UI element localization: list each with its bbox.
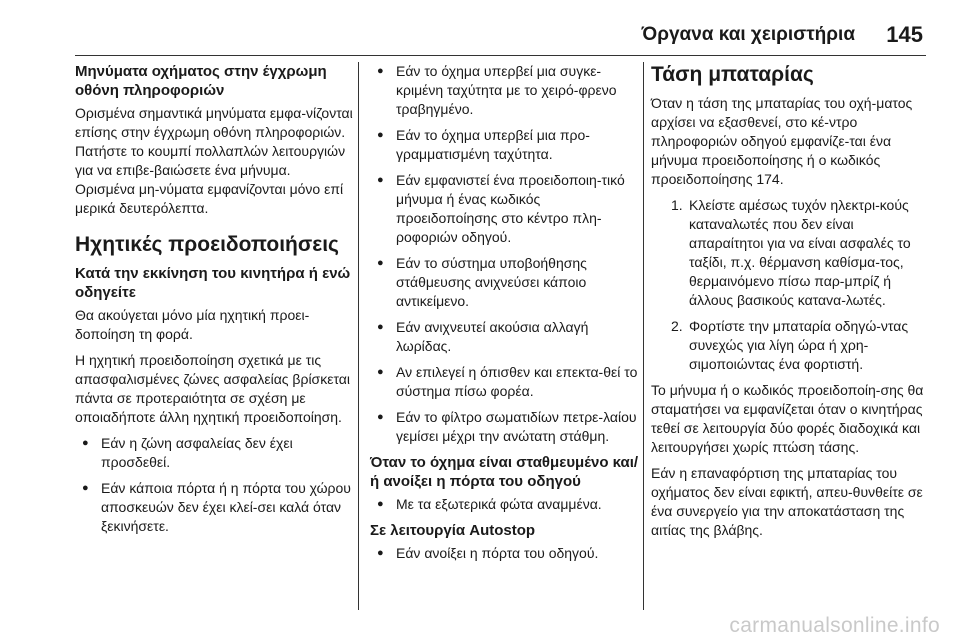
paragraph-workshop: Εάν η επαναφόρτιση της μπαταρίας του οχήματος δεν είναι εφικτή, απευ-θυνθείτε σε ένα συνεργείο για την αποκατάσταση της αιτίας της βλάβης. <box>651 465 923 538</box>
paragraph-message-disappears: Το μήνυμα ή ο κωδικός προειδοποίη-σης θα σταματήσει να εμφανίζεται όταν ο κινητήρας τεθεί σε λειτουργία δύο φορές διαδοχικά και λειτουργήσει χωρίς πτώση τάσης. <box>651 382 924 455</box>
bullet-list-driving <box>370 62 642 446</box>
paragraph-seatbelt-priority: Η ηχητική προειδοποίηση σχετικά με τις απασφαλισμένες ζώνες ασφαλείας βρίσκεται πάντα σε προτεραιότητα σε σχέση με οποιαδήποτε άλλη ηχητική προειδοποίηση. <box>75 352 350 425</box>
column-right <box>651 62 929 547</box>
page-number: 145 <box>886 22 923 47</box>
list-item: ● Εάν κάποια πόρτα ή η πόρτα του χώρου αποσκευών δεν έχει κλεί-σει καλά όταν ξεκινήσετε. <box>75 479 353 536</box>
page-header <box>0 0 960 52</box>
watermark: carmanualsonline.info <box>729 614 940 637</box>
heading-battery-voltage: Τάση μπαταρίας <box>651 63 814 86</box>
list-item: ● Εάν το όχημα υπερβεί μια συγκε-κριμένη ταχύτητα με το χειρό-φρενο τραβηγμένο. <box>370 62 642 119</box>
list-item: ● Με τα εξωτερικά φώτα αναμμένα. <box>370 495 642 514</box>
list-item: ● Εάν η ζώνη ασφαλείας δεν έχει προσδεθεί. <box>75 434 353 472</box>
list-item <box>651 317 929 374</box>
list-item: ● Εάν το φίλτρο σωματιδίων πετρε-λαίου γεμίσει μέχρι την ανώτατη στάθμη. <box>370 408 642 446</box>
list-item: ● Αν επιλεγεί η όπισθεν και επεκτα-θεί το σύστημα πίσω φορέα. <box>370 363 642 401</box>
bullet-list-start <box>75 434 353 536</box>
bullet-list-parked <box>370 495 642 514</box>
step-text: Κλείστε αμέσως τυχόν ηλεκτρι-κούς καταναλωτές που δεν είναι απαραίτητοι για να είναι ασφαλές το ταξίδι, π.χ. θέρμανση καθίσμα-τος, θερμαινόμενο πίσω παρ-μπρίζ ή άλλους βασικούς καταvα-λωτές. <box>689 197 911 308</box>
list-item: ● Εάν ανιχνευτεί ακούσια αλλαγή λωρίδας. <box>370 318 642 356</box>
list-item: ● Εάν ανοίξει η πόρτα του οδηγού. <box>370 544 642 563</box>
paragraph-vehicle-messages: Ορισμένα σημαντικά μηνύματα εμφα-νίζονται επίσης στην έγχρωμη οθόνη πληροφοριών. Πατήστε το κουμπί πολλαπλών λειτουργιών για να επιβε-βαιώσετε ένα μήνυμα. Ορισμένα μη-νύματα εμφανίζονται μόνο επί μερικά δευτερόλεπτα. <box>75 105 353 216</box>
heading-autostop: Σε λειτουργία Autostop <box>370 522 536 539</box>
column-divider-1 <box>358 62 359 610</box>
bullet-list-autostop <box>370 544 642 563</box>
list-item: ● Εάν το σύστημα υποβοήθησης στάθμευσης ανιχνεύσει κάποιο αντικείμενο. <box>370 254 642 311</box>
step-text: Φορτίστε την μπαταρία οδηγώ-ντας συνεχώς για λίγη ώρα ή χρη-σιμοποιώντας ένα φορτιστή. <box>689 318 909 372</box>
paragraph-one-warning: Θα ακούγεται μόνο μία ηχητική προει-δοποίηση τη φορά. <box>75 307 310 342</box>
column-left <box>75 62 353 543</box>
step-number: 2. <box>671 318 683 334</box>
step-number: 1. <box>671 197 683 213</box>
heading-vehicle-messages: Μηνύματα οχήματος στην έγχρωμη οθόνη πληροφοριών <box>75 63 327 99</box>
paragraph-battery-voltage: Όταν η τάση της μπαταρίας του οχή-ματος αρχίσει να εξασθενεί, στο κέ-ντρο πληροφοριών οδηγού εμφανίζε-ται ένα μήνυμα προειδοποίησης ή ο κωδικός προειδοποίησης 174. <box>651 95 913 187</box>
heading-audible-warnings: Ηχητικές προειδοποιήσεις <box>75 233 339 256</box>
column-middle <box>370 62 642 570</box>
page-title: Όργανα και χειριστήρια <box>641 24 855 45</box>
list-item <box>651 196 929 310</box>
numbered-list-steps <box>651 196 929 374</box>
header-divider <box>75 55 926 56</box>
list-item: ● Εάν εμφανιστεί ένα προειδοποιη-τικό μήνυμα ή ένας κωδικός προειδοποίησης στο κέντρο πλη-ροφοριών οδηγού. <box>370 171 642 247</box>
column-divider-2 <box>643 62 644 610</box>
heading-parked: Όταν το όχημα είναι σταθμευμένο και/ή ανοίξει η πόρτα του οδηγού <box>370 454 639 490</box>
heading-engine-start: Κατά την εκκίνηση του κινητήρα ή ενώ οδηγείτε <box>75 265 351 301</box>
list-item: ● Εάν το όχημα υπερβεί μια προ-γραμματισμένη ταχύτητα. <box>370 126 642 164</box>
